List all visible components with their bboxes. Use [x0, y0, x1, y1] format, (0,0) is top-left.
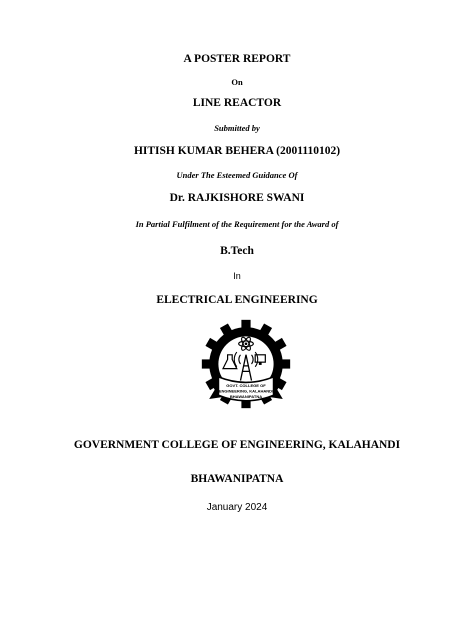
- in-label: In: [233, 271, 241, 281]
- seal-text-3: BHAWANIPATNA: [229, 394, 263, 400]
- report-date: January 2024: [206, 502, 268, 513]
- seal-text-1: GOVT. COLLEGE OF: [226, 383, 266, 388]
- student-name: HITISH KUMAR BEHERA (2001110102): [133, 145, 341, 157]
- submitted-by-label: Submitted by: [214, 123, 260, 133]
- seal-text-2: ENGINEERING, KALAHANDI: [218, 388, 274, 394]
- guidance-label: Under The Esteemed Guidance Of: [176, 170, 298, 180]
- guide-name: Dr. RAJKISHORE SWANI: [169, 192, 305, 204]
- college-seal-icon: [200, 318, 292, 410]
- on-label: On: [231, 77, 243, 87]
- degree-name: B.Tech: [220, 245, 254, 257]
- college-city: BHAWANIPATNA: [190, 473, 284, 485]
- branch-name: ELECTRICAL ENGINEERING: [156, 294, 318, 306]
- report-topic: LINE REACTOR: [192, 97, 282, 109]
- college-name: GOVERNMENT COLLEGE OF ENGINEERING, KALAHANDI: [73, 439, 401, 451]
- report-type: A POSTER REPORT: [183, 53, 291, 65]
- partial-fulfilment: In Partial Fulfilment of the Requirement for the Award of: [135, 219, 339, 229]
